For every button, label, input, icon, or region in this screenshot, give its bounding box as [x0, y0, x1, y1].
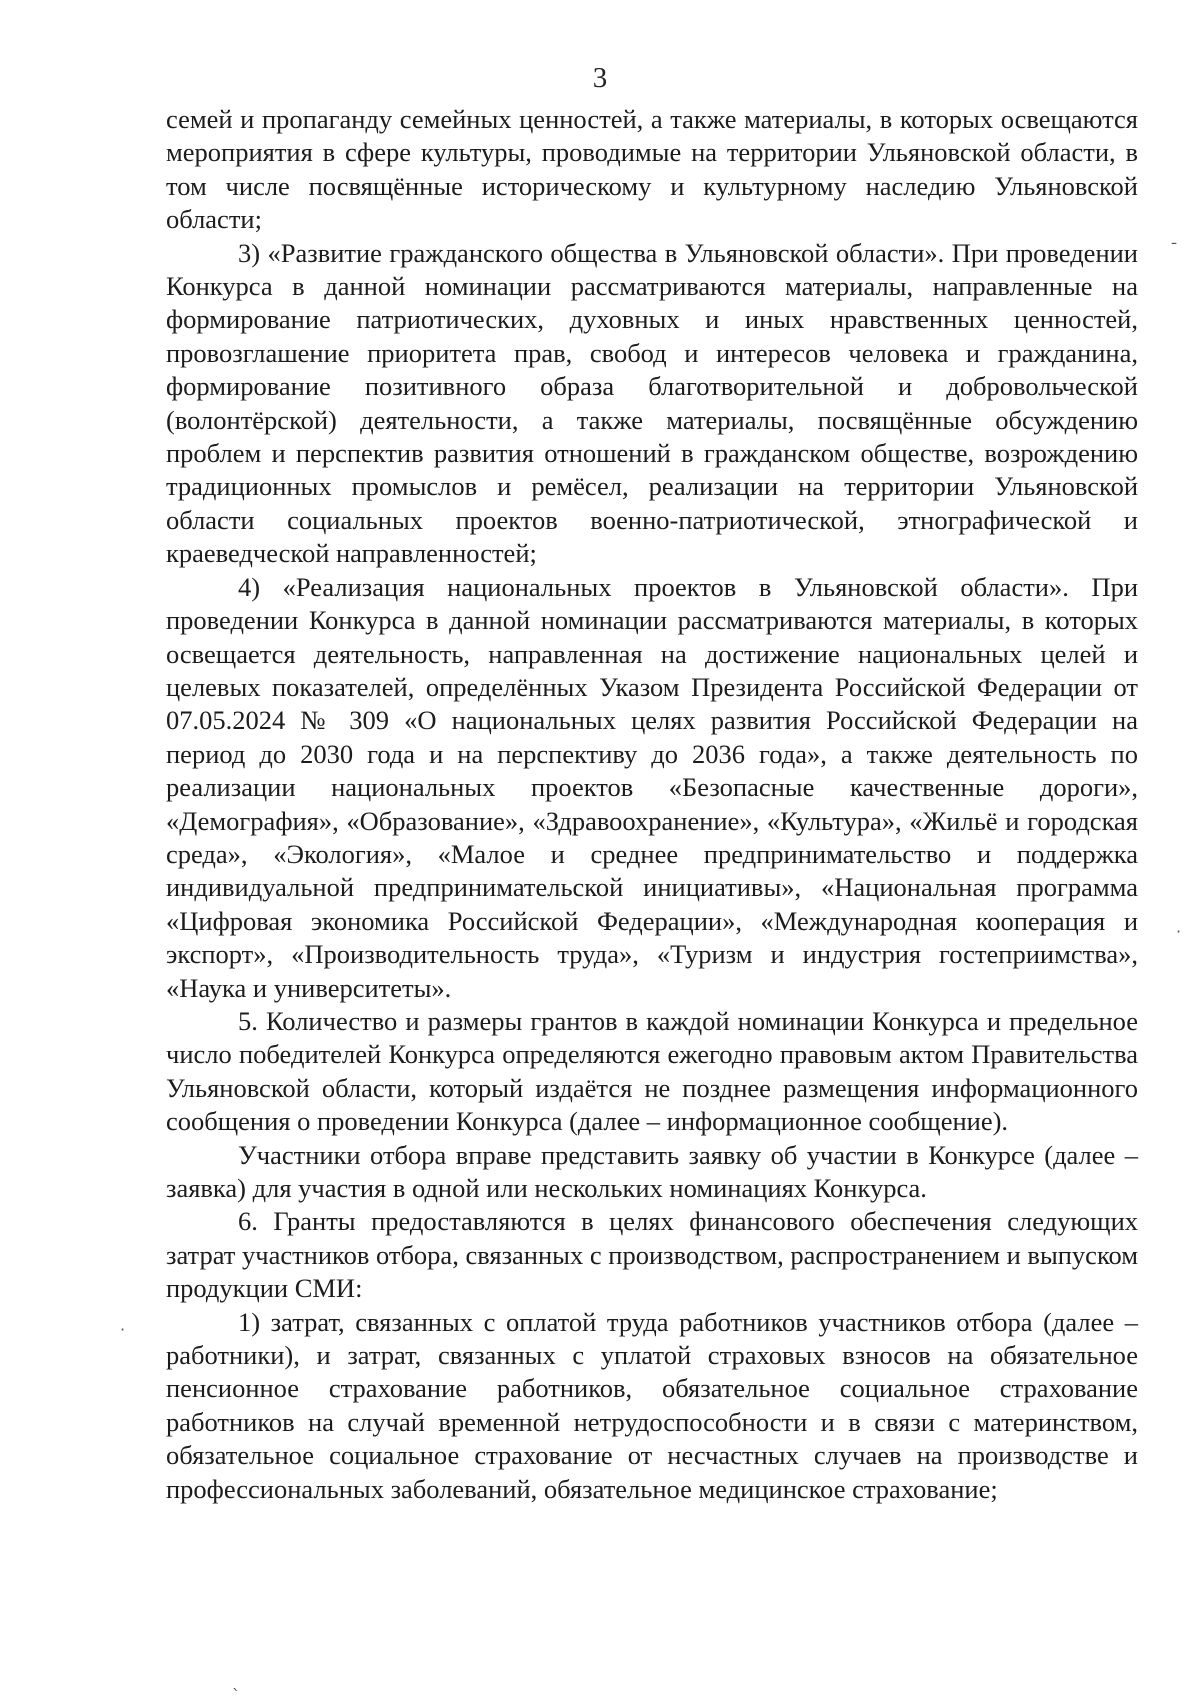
scan-mark: ¯: [1170, 240, 1178, 259]
page-number: 3: [592, 62, 608, 94]
scan-mark: ·: [120, 1320, 126, 1339]
paragraph-item-1: 1) затрат, связанных с оплатой труда работников участников отбора (далее – работники), и затрат, связанных с уплатой страховых взносов на обязательное пенсионное страхование работников, обязательное социальное страхование работников на случай временной нетрудоспособности и в связи с материнством, обязательное социальное страхование от несчастных случаев на производстве и профессиональных заболеваний, обязательное медицинское страхование;: [166, 1306, 1138, 1504]
paragraph-item-3: 3) «Развитие гражданского общества в Ульяновской области». При проведении Конкурса в данной номинации рассматриваются материалы, направленные на формирование патриотических, духовных и иных нравственных ценностей, провозглашение приоритета прав, свобод и интересов человека и гражданина, формирование позитивного образа благотворительной и добровольческой (волонтёрской) деятельности, а также материалы, посвящённые обсуждению проблем и перспектив развития отношений в гражданском обществе, возрождению традиционных промыслов и ремёсел, реализации на территории Ульяновской области социальных проектов военно-патриотической, этнографической и краеведческой направленностей;: [166, 237, 1138, 569]
document-body: [166, 103, 1138, 1506]
paragraph-item-4: 4) «Реализация национальных проектов в Ульяновской области». При проведении Конкурса в данной номинации рассматриваются материалы, в которых освещается деятельность, направленная на достижение национальных целей и целевых показателей, определённых Указом Президента Российской Федерации от 07.05.2024 № 309 «О национальных целях развития Российской Федерации на период до 2030 года и на перспективу до 2036 года», а также деятельность по реализации национальных проектов «Безопасные качественные дороги», «Демография», «Образование», «Здравоохранение», «Культура», «Жильё и городская среда», «Экология», «Малое и среднее предпринимательство и поддержка индивидуальной предпринимательской инициативы», «Национальная программа «Цифровая экономика Российской Федерации», «Международная кооперация и экспорт», «Производительность труда», «Туризм и индустрия гостеприимства», «Наука и университеты».: [166, 571, 1138, 1003]
paragraph-clause-5: 5. Количество и размеры грантов в каждой номинации Конкурса и предельное число победителей Конкурса определяются ежегодно правовым актом Правительства Ульяновской области, который издаётся не позднее размещения информационного сообщения о проведении Конкурса (далее – информационное сообщение).: [166, 1005, 1138, 1137]
paragraph-continuation: семей и пропаганду семейных ценностей, а также материалы, в которых освещаются мероприятия в сфере культуры, проводимые на территории Ульяновской области, в том числе посвящённые историческому и культурному наследию Ульяновской области;: [166, 104, 1138, 235]
scan-mark: ˎ: [232, 1672, 240, 1691]
paragraph-clause-6: 6. Гранты предоставляются в целях финансового обеспечения следующих затрат участников отбора, связанных с производством, распространением и выпуском продукции СМИ:: [166, 1206, 1138, 1304]
scan-mark: ·: [1176, 922, 1182, 941]
paragraph-participants: Участники отбора вправе представить заявку об участии в Конкурсе (далее – заявка) для участия в одной или нескольких номинациях Конкурса.: [166, 1139, 1138, 1203]
